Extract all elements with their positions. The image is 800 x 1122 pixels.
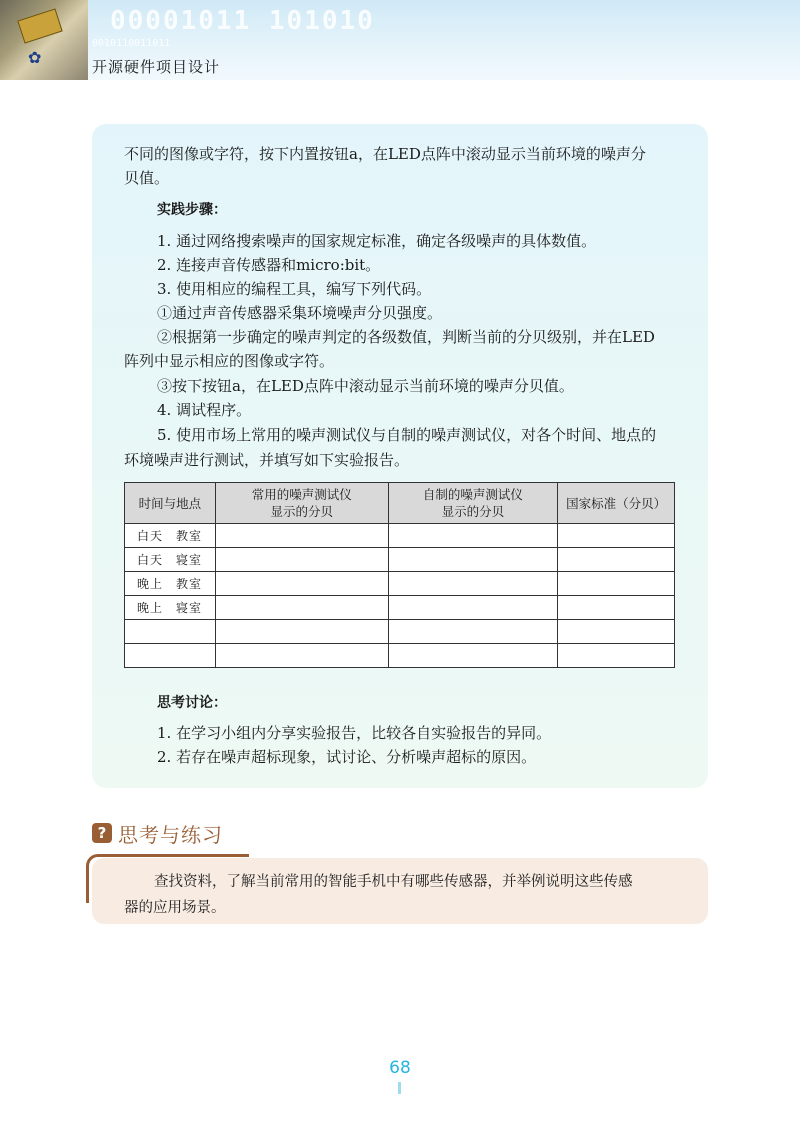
page-number-marker [398, 1082, 401, 1094]
step-5-line1: 5. 使用市场上常用的噪声测试仪与自制的噪声测试仪，对各个时间、地点的 [157, 426, 657, 444]
step-4: 4. 调试程序。 [157, 401, 252, 419]
exercises-title: 思考与练习 [118, 823, 223, 847]
steps-heading: 实践步骤： [157, 202, 227, 218]
header-binary-decoration: 00001011 101010 [110, 6, 375, 36]
row-label: 晚上 寝室 [125, 596, 216, 620]
exercise-text [124, 869, 684, 921]
table-row [125, 572, 675, 596]
table-row [125, 524, 675, 548]
row-label [125, 620, 216, 644]
step-5-line2: 环境噪声进行测试，并填写如下实验报告。 [124, 451, 410, 469]
step-3-a: ①通过声音传感器采集环境噪声分贝强度。 [157, 304, 443, 322]
step-1: 1. 通过网络搜索噪声的国家规定标准，确定各级噪声的具体数值。 [157, 232, 597, 250]
discussion-1: 1. 在学习小组内分享实验报告，比较各自实验报告的异同。 [157, 724, 552, 742]
header-common-meter: 常用的噪声测试仪 显示的分贝 [215, 483, 388, 524]
question-mark-icon: ? [92, 823, 112, 843]
table-row [125, 548, 675, 572]
table-row [125, 644, 675, 668]
header-time-place: 时间与地点 [125, 483, 216, 524]
intro-text-line2: 贝值。 [124, 169, 170, 187]
microbit-board-image [17, 8, 62, 43]
row-label: 白天 教室 [125, 524, 216, 548]
page-number: 68 [389, 1058, 411, 1078]
intro-text-line1: 不同的图像或字符，按下内置按钮a，在LED点阵中滚动显示当前环境的噪声分 [124, 145, 646, 163]
table-row [125, 596, 675, 620]
step-2: 2. 连接声音传感器和micro:bit。 [157, 256, 381, 274]
header-homemade-meter: 自制的噪声测试仪 显示的分贝 [388, 483, 558, 524]
book-title: 开源硬件项目设计 [92, 58, 221, 76]
row-label: 晚上 教室 [125, 572, 216, 596]
header-binary-decoration-small: 0010110011011 [92, 38, 171, 49]
row-label [125, 644, 216, 668]
header-national-standard: 国家标准（分贝） [558, 483, 675, 524]
decorative-flower-icon: ✿ [28, 48, 42, 67]
header-photo [0, 0, 88, 80]
exercise-text-line2: 器的应用场景。 [124, 900, 226, 916]
step-3-c: ③按下按钮a，在LED点阵中滚动显示当前环境的噪声分贝值。 [157, 377, 574, 395]
row-label: 白天 寝室 [125, 548, 216, 572]
step-3: 3. 使用相应的编程工具，编写下列代码。 [157, 280, 432, 298]
step-3-b-line1: ②根据第一步确定的噪声判定的各级数值，判断当前的分贝级别，并在LED [157, 328, 655, 346]
experiment-report-table [124, 482, 675, 668]
discussion-2: 2. 若存在噪声超标现象，试讨论、分析噪声超标的原因。 [157, 748, 537, 766]
table-header-row [125, 483, 675, 524]
exercise-text-line1: 查找资料，了解当前常用的智能手机中有哪些传感器，并举例说明这些传感 [154, 874, 633, 890]
table-row [125, 620, 675, 644]
step-3-b-line2: 阵列中显示相应的图像或字符。 [124, 352, 335, 370]
discussion-heading: 思考讨论： [157, 695, 227, 711]
